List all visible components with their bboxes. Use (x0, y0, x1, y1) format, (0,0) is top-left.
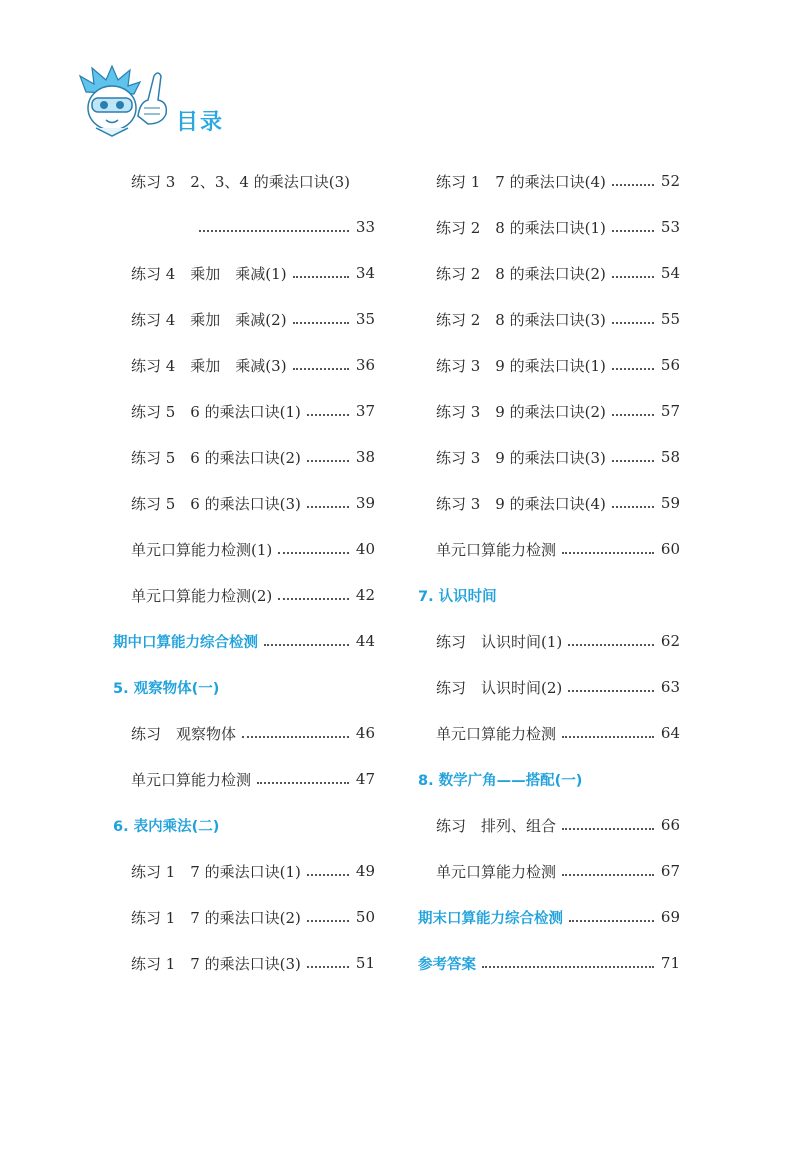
dot-leader (307, 966, 349, 968)
toc-left-column (113, 158, 375, 986)
toc-page-number: 69 (660, 908, 680, 926)
dot-leader (307, 506, 349, 508)
toc-entry[interactable] (113, 940, 375, 986)
toc-right-column (418, 158, 680, 986)
dot-leader (612, 276, 654, 278)
toc-section-heading[interactable] (418, 756, 680, 802)
toc-entry-label: 练习 3 9 的乘法口诀(4) (436, 494, 606, 513)
toc-entry[interactable] (113, 296, 375, 342)
toc-entry-label: 单元口算能力检测(2) (131, 586, 273, 605)
toc-entry[interactable] (113, 526, 375, 572)
dot-leader (562, 552, 654, 554)
toc-page-number: 59 (660, 494, 680, 512)
dot-leader (612, 230, 654, 232)
toc-section-heading[interactable] (418, 940, 680, 986)
dot-leader (307, 460, 349, 462)
toc-page-number: 40 (355, 540, 375, 558)
dot-leader (569, 920, 654, 922)
dot-leader (278, 552, 349, 554)
toc-entry-label: 练习 4 乘加 乘减(3) (131, 356, 287, 375)
toc-section-heading[interactable] (418, 572, 680, 618)
dot-leader (612, 368, 654, 370)
toc-entry-label: 练习 1 7 的乘法口诀(1) (131, 862, 301, 881)
toc-entry-label: 练习 4 乘加 乘减(1) (131, 264, 287, 283)
toc-entry-continuation[interactable] (113, 204, 375, 250)
toc-entry-label: 练习 1 7 的乘法口诀(2) (131, 908, 301, 927)
dot-leader (307, 414, 349, 416)
toc-page-number: 57 (660, 402, 680, 420)
toc-page-number: 38 (355, 448, 375, 466)
dot-leader (612, 322, 654, 324)
toc-page-number: 44 (355, 632, 375, 650)
toc-page-number: 60 (660, 540, 680, 558)
toc-entry-label: 期末口算能力综合检测 (418, 910, 563, 927)
toc-entry-label: 期中口算能力综合检测 (113, 634, 258, 651)
toc-page-number: 54 (660, 264, 680, 282)
dot-leader (264, 644, 349, 646)
toc-entry-label: 单元口算能力检测 (131, 770, 252, 789)
toc-entry-label: 练习 认识时间(2) (436, 678, 563, 697)
toc-page-number: 58 (660, 448, 680, 466)
toc-entry[interactable] (113, 572, 375, 618)
toc-entry-label: 参考答案 (418, 956, 476, 973)
toc-page-number: 62 (660, 632, 680, 650)
toc-entry[interactable] (113, 756, 375, 802)
toc-entry-label: 练习 2 8 的乘法口诀(2) (436, 264, 606, 283)
toc-entry[interactable] (418, 342, 680, 388)
toc-entry[interactable] (418, 710, 680, 756)
toc-section-heading[interactable] (418, 894, 680, 940)
dot-leader (612, 506, 654, 508)
page-title: 目录 (176, 110, 225, 135)
dot-leader (293, 368, 349, 370)
toc-entry[interactable] (113, 342, 375, 388)
toc-page-number: 71 (660, 954, 680, 972)
toc-entry-label: 6. 表内乘法(二) (113, 818, 220, 835)
toc-entry[interactable] (418, 434, 680, 480)
dot-leader (293, 276, 349, 278)
toc-page-number: 35 (355, 310, 375, 328)
toc-entry[interactable] (113, 710, 375, 756)
dot-leader (562, 874, 654, 876)
toc-page-number: 51 (355, 954, 375, 972)
toc-entry[interactable] (418, 158, 680, 204)
toc-entry-label: 练习 4 乘加 乘减(2) (131, 310, 287, 329)
toc-section-heading[interactable] (113, 802, 375, 848)
toc-page-number: 66 (660, 816, 680, 834)
toc-entry-label: 练习 3 9 的乘法口诀(3) (436, 448, 606, 467)
dot-leader (612, 414, 654, 416)
toc-entry[interactable] (418, 664, 680, 710)
toc-entry[interactable] (418, 802, 680, 848)
toc-page-number: 64 (660, 724, 680, 742)
dot-leader (562, 828, 654, 830)
dot-leader (612, 184, 654, 186)
toc-section-heading[interactable] (113, 664, 375, 710)
toc-header (78, 62, 238, 142)
toc-entry-label: 练习 2 8 的乘法口诀(1) (436, 218, 606, 237)
toc-page-number: 55 (660, 310, 680, 328)
toc-page-number: 50 (355, 908, 375, 926)
dot-leader (257, 782, 349, 784)
toc-section-heading[interactable] (113, 618, 375, 664)
toc-page-number: 46 (355, 724, 375, 742)
toc-entry-label: 练习 2 8 的乘法口诀(3) (436, 310, 606, 329)
dot-leader (242, 736, 349, 738)
toc-entry[interactable] (418, 388, 680, 434)
toc-page-number: 33 (355, 218, 375, 236)
toc-entry[interactable] (113, 894, 375, 940)
dot-leader (612, 460, 654, 462)
toc-page-number: 63 (660, 678, 680, 696)
cartoon-boy-pointing-icon (78, 62, 174, 142)
toc-entry[interactable] (418, 480, 680, 526)
toc-entry-label: 5. 观察物体(一) (113, 680, 220, 697)
dot-leader (482, 966, 654, 968)
toc-entry-label: 练习 1 7 的乘法口诀(3) (131, 954, 301, 973)
dot-leader (307, 874, 349, 876)
toc-page-number: 49 (355, 862, 375, 880)
toc-entry-label: 练习 观察物体 (131, 724, 237, 743)
toc-entry-label: 单元口算能力检测(1) (131, 540, 273, 559)
toc-entry-label: 练习 5 6 的乘法口诀(3) (131, 494, 301, 513)
toc-page-number: 36 (355, 356, 375, 374)
toc-entry-label: 练习 5 6 的乘法口诀(2) (131, 448, 301, 467)
toc-entry[interactable] (418, 204, 680, 250)
dot-leader (278, 598, 349, 600)
dot-leader (293, 322, 349, 324)
toc-page-number: 39 (355, 494, 375, 512)
toc-entry-label: 练习 认识时间(1) (436, 632, 563, 651)
toc-page-number: 34 (355, 264, 375, 282)
toc-page-number: 56 (660, 356, 680, 374)
dot-leader (307, 920, 349, 922)
toc-entry[interactable] (418, 848, 680, 894)
toc-entry-label: 练习 排列、组合 (436, 816, 557, 835)
toc-page-number: 52 (660, 172, 680, 190)
dot-leader (568, 644, 654, 646)
toc-page-number: 67 (660, 862, 680, 880)
dot-leader (199, 230, 349, 232)
toc-entry-label: 练习 1 7 的乘法口诀(4) (436, 172, 606, 191)
dot-leader (568, 690, 654, 692)
toc-entry-label: 练习 3 2、3、4 的乘法口诀(3) (131, 172, 350, 191)
toc-entry-label: 练习 5 6 的乘法口诀(1) (131, 402, 301, 421)
toc-page-number: 53 (660, 218, 680, 236)
toc-entry-label: 单元口算能力检测 (436, 862, 557, 881)
toc-entry[interactable] (113, 434, 375, 480)
toc-entry-label: 练习 3 9 的乘法口诀(1) (436, 356, 606, 375)
toc-entry-label: 8. 数学广角——搭配(一) (418, 772, 583, 789)
toc-entry[interactable] (113, 848, 375, 894)
toc-entry[interactable] (418, 296, 680, 342)
toc-entry[interactable] (113, 480, 375, 526)
toc-entry-label: 单元口算能力检测 (436, 724, 557, 743)
toc-entry[interactable] (113, 388, 375, 434)
toc-entry-label: 单元口算能力检测 (436, 540, 557, 559)
toc-page-number: 42 (355, 586, 375, 604)
toc-entry[interactable] (418, 250, 680, 296)
toc-entry-label: 练习 3 9 的乘法口诀(2) (436, 402, 606, 421)
toc-entry[interactable] (113, 158, 375, 204)
toc-entry[interactable] (418, 526, 680, 572)
dot-leader (562, 736, 654, 738)
toc-entry-label: 7. 认识时间 (418, 588, 497, 605)
toc-entry[interactable] (418, 618, 680, 664)
toc-page-number: 37 (355, 402, 375, 420)
toc-entry[interactable] (113, 250, 375, 296)
toc-page-number: 47 (355, 770, 375, 788)
